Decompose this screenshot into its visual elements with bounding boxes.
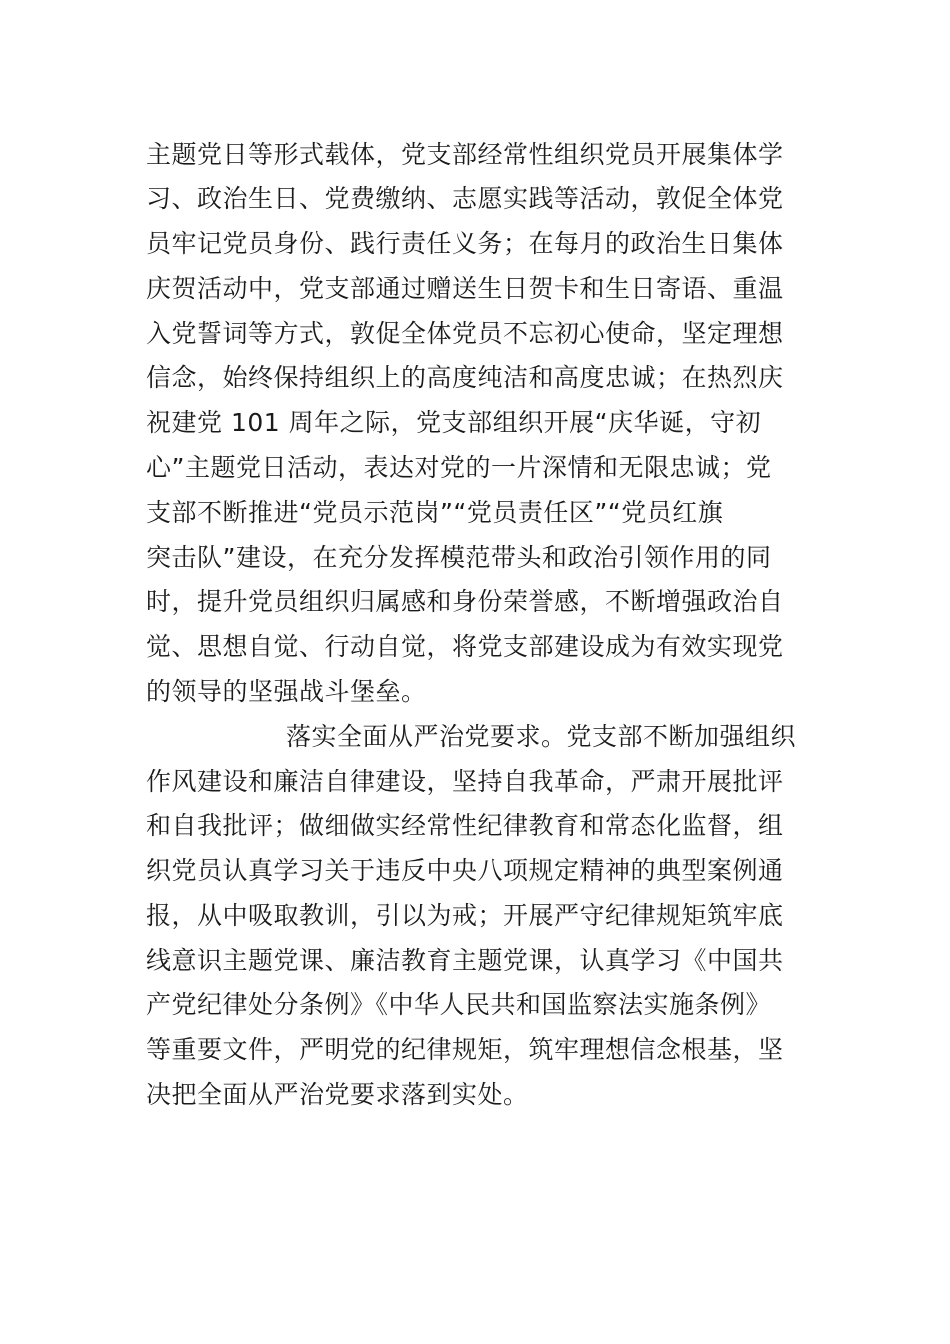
- paragraph-1-line: 突击队”建设，在充分发挥模范带头和政治引领作用的同: [146, 543, 772, 572]
- paragraph-1-line: 庆贺活动中，党支部通过赠送生日贺卡和生日寄语、重温: [146, 274, 784, 303]
- paragraph-1-line: 祝建党 101 周年之际，党支部组织开展“庆华诞，守初: [146, 408, 762, 437]
- paragraph-1-line: 习、政治生日、党费缴纳、志愿实践等活动，敦促全体党: [146, 184, 784, 213]
- paragraph-1-line: 员牢记党员身份、践行责任义务；在每月的政治生日集体: [146, 229, 784, 258]
- paragraph-2-line: 作风建设和廉洁自律建设，坚持自我革命，严肃开展批评: [146, 767, 784, 796]
- paragraph-2-line: 织党员认真学习关于违反中央八项规定精神的典型案例通: [146, 856, 784, 885]
- paragraph-2-line: 产党纪律处分条例》《中华人民共和国监察法实施条例》: [146, 990, 772, 1019]
- paragraph-2-line: 报，从中吸取教训，引以为戒；开展严守纪律规矩筑牢底: [146, 901, 784, 930]
- paragraph-1-line: 入党誓词等方式，敦促全体党员不忘初心使命，坚定理想: [146, 319, 784, 348]
- paragraph-2-line: 线意识主题党课、廉洁教育主题党课，认真学习《中国共: [146, 946, 784, 975]
- paragraph-2-line: 和自我批评；做细做实经常性纪律教育和常态化监督，组: [146, 811, 784, 840]
- paragraph-1-line: 的领导的坚强战斗堡垒。: [146, 677, 427, 706]
- paragraph-1-line: 主题党日等形式载体，党支部经常性组织党员开展集体学: [146, 140, 784, 169]
- paragraph-2-line: 落实全面从严治党要求。党支部不断加强组织: [286, 722, 797, 751]
- paragraph-1-line: 支部不断推进“党员示范岗”“党员责任区”“党员红旗: [146, 498, 724, 527]
- paragraph-1-line: 心”主题党日活动，表达对党的一片深情和无限忠诚；党: [146, 453, 772, 482]
- paragraph-2-line: 等重要文件，严明党的纪律规矩，筑牢理想信念根基，坚: [146, 1035, 784, 1064]
- paragraph-1-line: 觉、思想自觉、行动自觉，将党支部建设成为有效实现党: [146, 632, 784, 661]
- paragraph-1-line: 时，提升党员组织归属感和身份荣誉感，不断增强政治自: [146, 587, 784, 616]
- paragraph-2-line: 决把全面从严治党要求落到实处。: [146, 1080, 529, 1109]
- paragraph-1-line: 信念，始终保持组织上的高度纯洁和高度忠诚；在热烈庆: [146, 363, 784, 392]
